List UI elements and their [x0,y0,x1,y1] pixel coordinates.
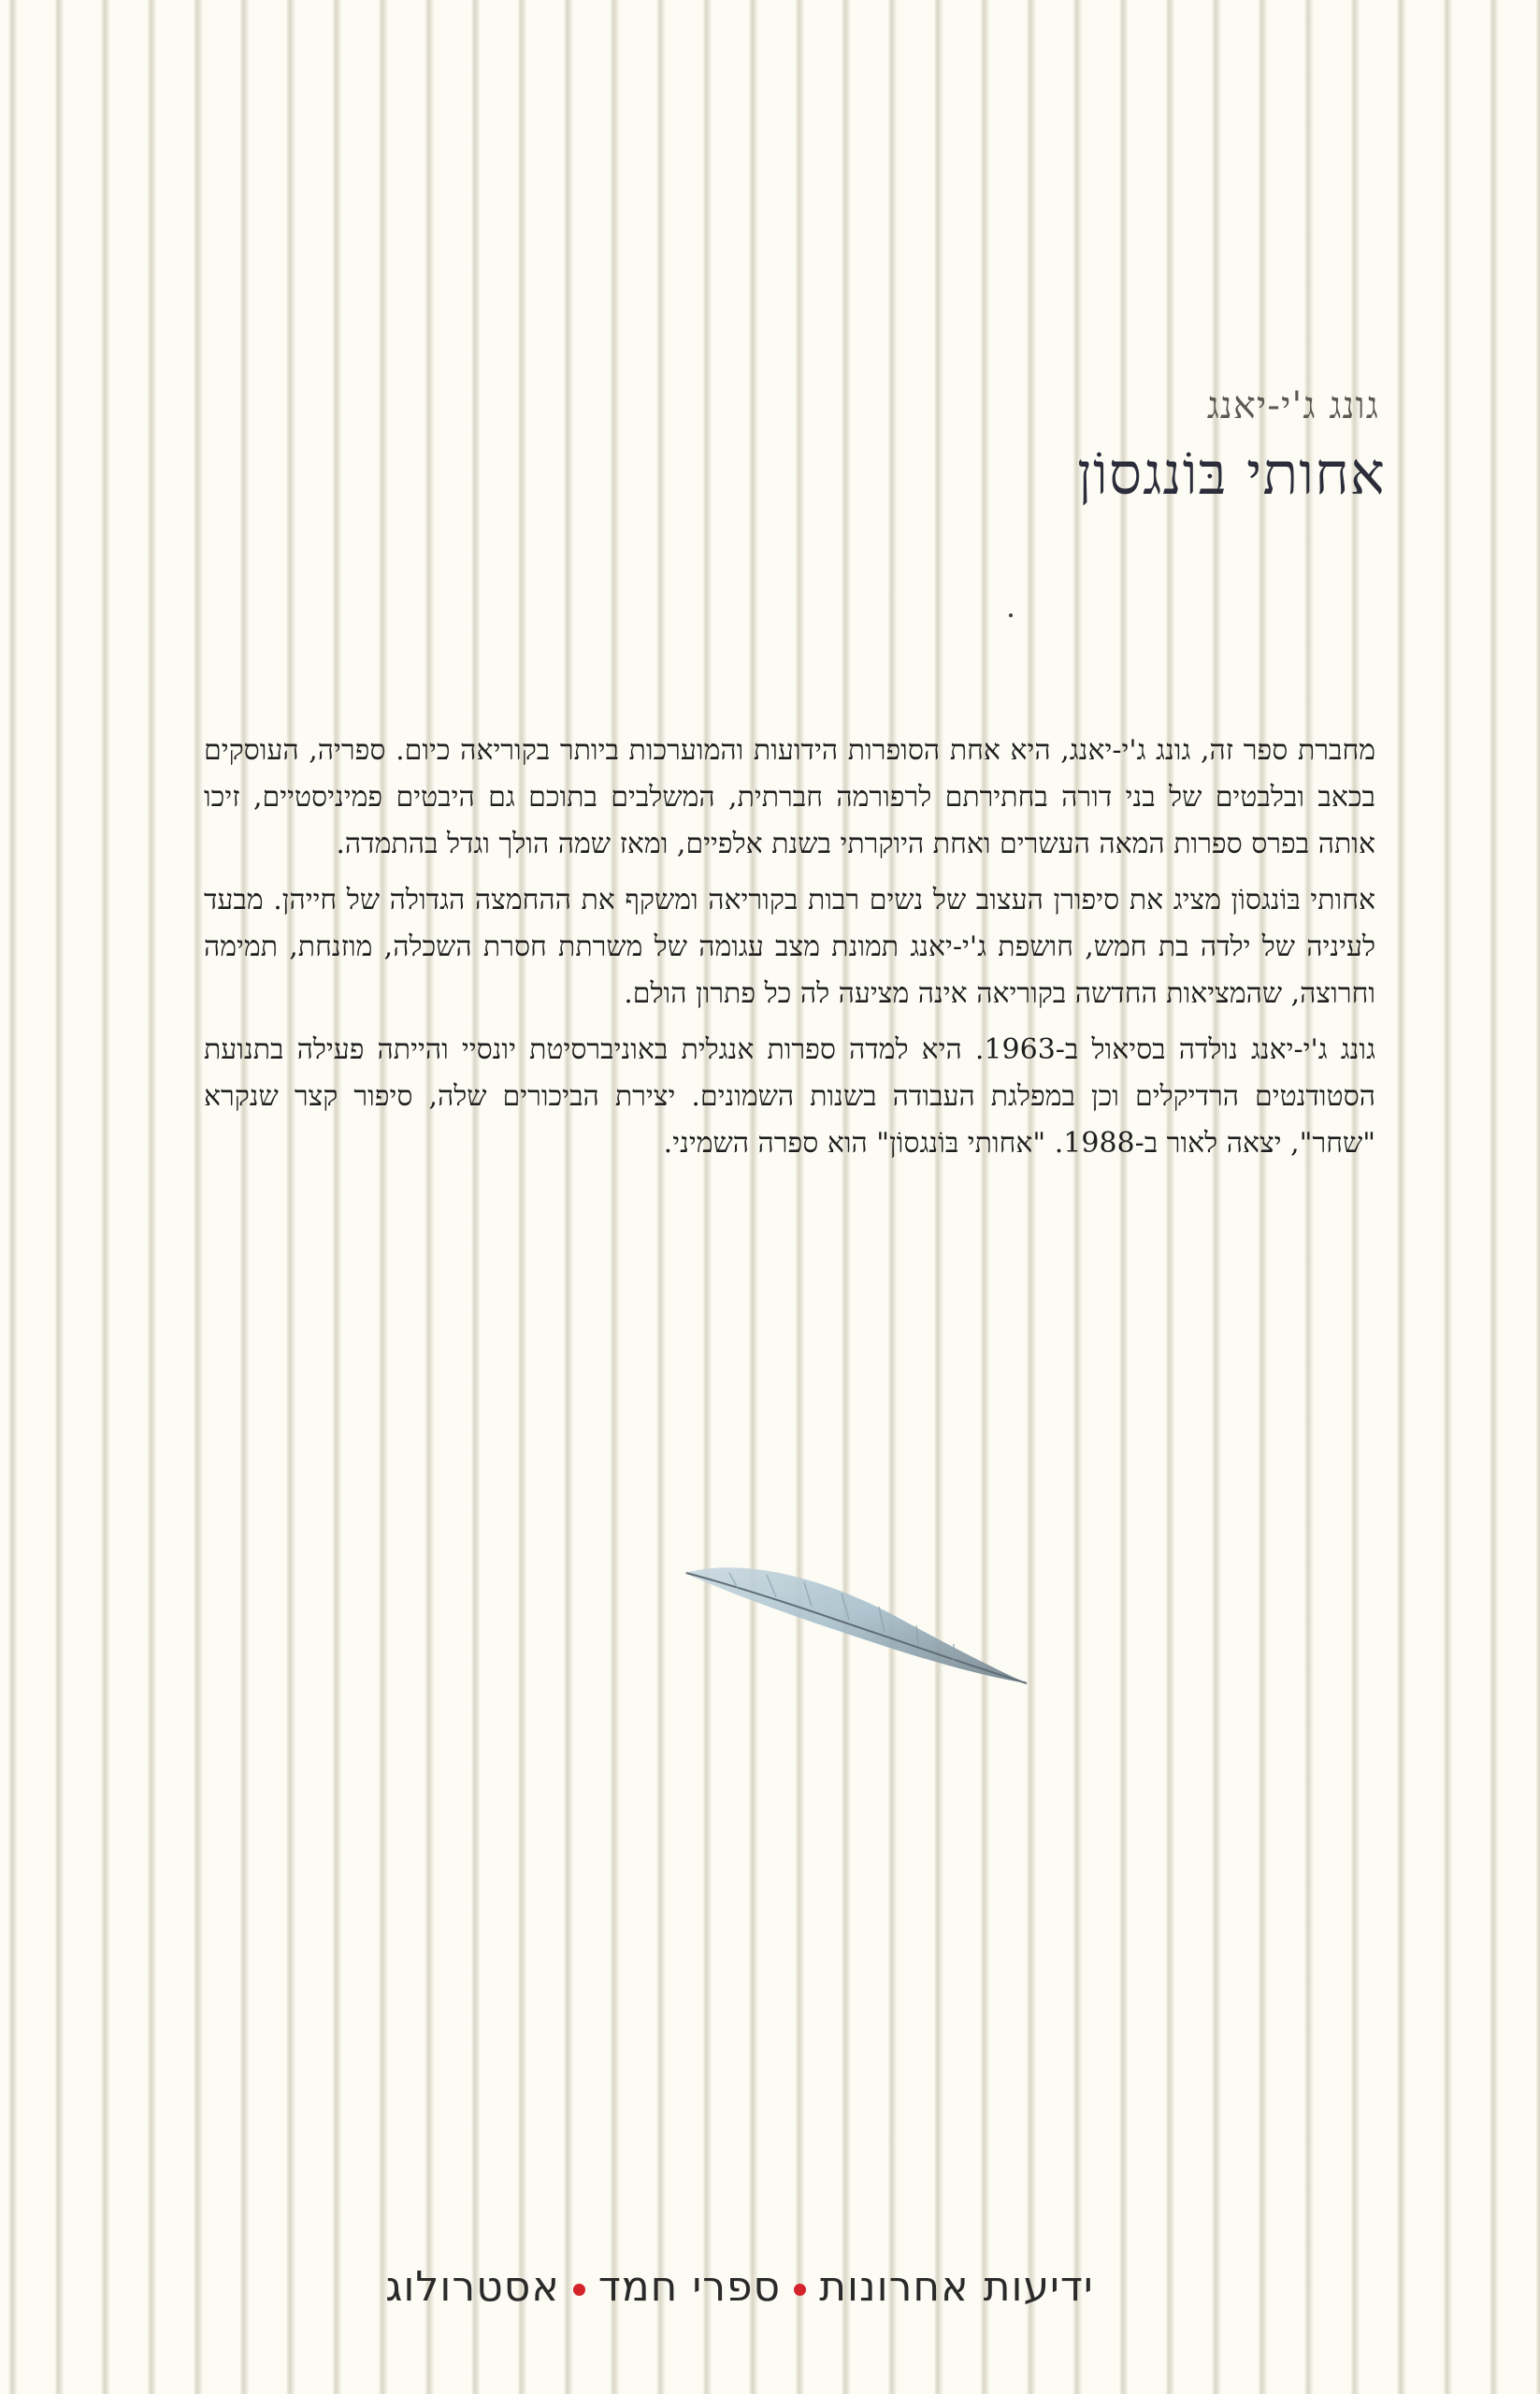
blurb-paragraph: מחברת ספר זה, גונג ג'י-יאנג, היא אחת הסופרות הידועות והמוערכות ביותר בקוריאה כיום. ספריה, העוסקים בכאב ובלבטים של בני דורה בחתירתם לרפורמה חברתית, המשלבים בתוכם גם היבטים פמיניסטיים, זיכו אותה בפרס ספרות המאה העשרים ואחת היוקרתי בשנת אלפיים, ומאז שמה הולך וגדל בהתמדה. [204,734,1375,860]
feather-icon [673,1552,1029,1693]
separator-dot [794,2284,806,2296]
author-name: גונג ג'י-יאנג [1206,384,1379,427]
separator-dot [573,2284,585,2296]
blurb-paragraph: גונג ג'י-יאנג נולדה בסיאול ב-1963. היא למדה ספרות אנגלית באוניברסיטת יונסיי והייתה פעילה בתנועת הסטודנטים הרדיקלים וכן במפלגת העבודה בשנות השמונים. יצירת הביכורים שלה, סיפור קצר שנקרא "שחר", יצאה לאור ב-1988. "אחותי בּוֹנגסוֹן" הוא ספרה השמיני. [204,1033,1376,1160]
publishers-line [309,2263,1171,2311]
blurb-paragraph: אחותי בּוֹנגסוֹן מציג את סיפורן העצוב של נשים רבות בקוריאה ומשקף את ההחמצה הגדולה של חייהן. מבעד לעיניה של ילדה בת חמש, חושפת ג'י-יאנג תמונת מצב עגומה של משרתת חסרת השכלה, מוזנחת, תמימה וחרוצה, שהמציאות החדשה בקוריאה אינה מציעה לה כל פתרון הולם. [204,884,1375,1010]
print-speck [1009,613,1013,617]
publisher-sifrei-hemed: ספרי חמד [597,2263,782,2311]
book-title: אחותי בּוֹנגסוֹן [1077,440,1386,508]
blurb-text [204,728,1375,1176]
publisher-yedioth: ידיעות אחרונות [819,2263,1094,2311]
publisher-astrolog: אסטרולוג [385,2263,560,2311]
